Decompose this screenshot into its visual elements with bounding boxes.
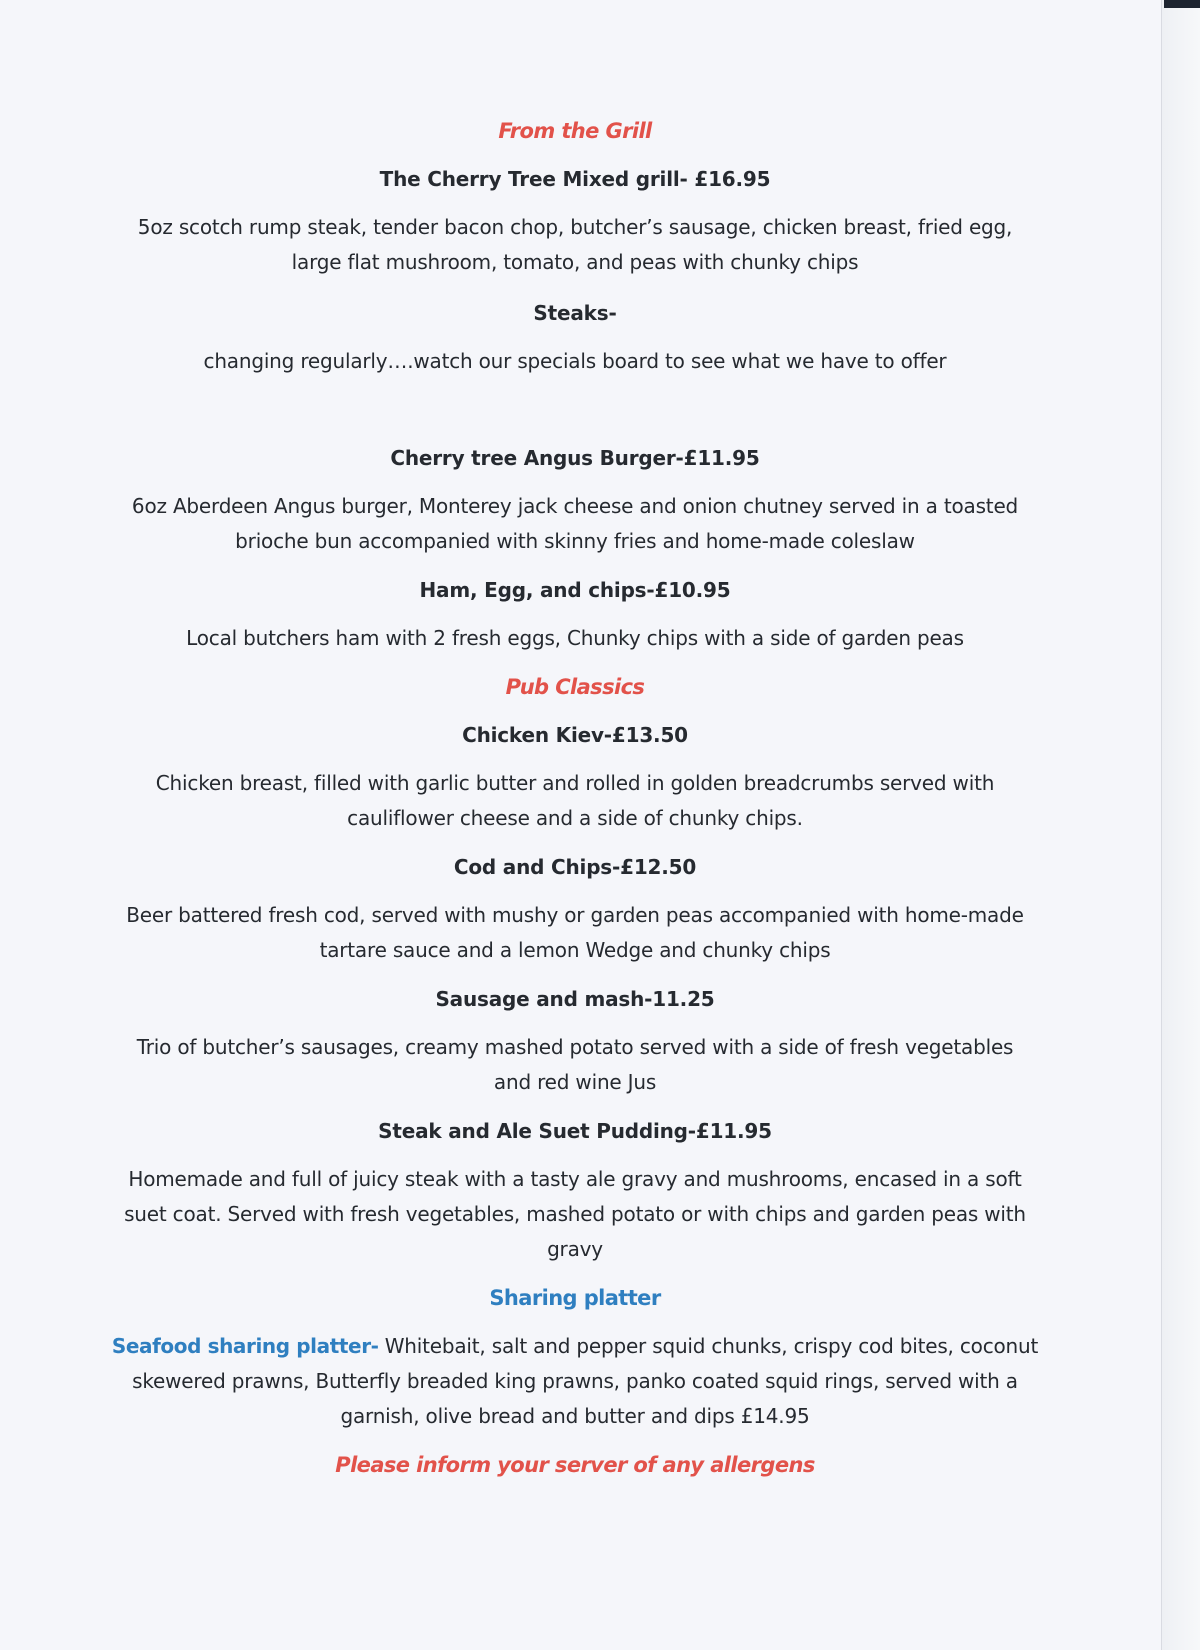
item-desc-sausage-line2: and red wine Jus (493, 1070, 657, 1094)
item-desc-seafood-line2: skewered prawns, Butterfly breaded king prawns, panko coated squid rings, served with a (132, 1369, 1018, 1393)
item-title-sausage: Sausage and mash-11.25 (435, 987, 715, 1011)
item-desc-seafood-line1-text: Whitebait, salt and pepper squid chunks, crispy cod bites, coconut (378, 1334, 1039, 1358)
item-title-burger: Cherry tree Angus Burger-£11.95 (390, 446, 760, 470)
item-desc-pudding-line2: suet coat. Served with fresh vegetables, mashed potato or with chips and garden peas with (124, 1202, 1026, 1226)
item-desc-sausage-line1: Trio of butcher’s sausages, creamy mashed potato served with a side of fresh vegetables (136, 1035, 1014, 1059)
item-desc-kiev-line2: cauliflower cheese and a side of chunky chips. (347, 806, 803, 830)
item-desc-cod-line1: Beer battered fresh cod, served with mushy or garden peas accompanied with home-made (126, 903, 1024, 927)
item-title-mixed-grill: The Cherry Tree Mixed grill- £16.95 (379, 167, 771, 191)
item-desc-seafood-line3: garnish, olive bread and butter and dips £14.95 (340, 1404, 810, 1428)
menu-content (60, 114, 1090, 1482)
item-desc-burger-line1: 6oz Aberdeen Angus burger, Monterey jack cheese and onion chutney served in a toasted (131, 494, 1019, 518)
item-desc-steaks: changing regularly….watch our specials board to see what we have to offer (203, 349, 947, 373)
item-desc-mixed-grill-line2: large flat mushroom, tomato, and peas with chunky chips (291, 250, 859, 274)
item-desc-pudding-line3: gravy (547, 1237, 603, 1261)
item-title-steaks: Steaks- (533, 301, 617, 325)
item-desc-ham-egg: Local butchers ham with 2 fresh eggs, Chunky chips with a side of garden peas (186, 626, 964, 650)
item-desc-mixed-grill-line1: 5oz scotch rump steak, tender bacon chop, butcher’s sausage, chicken breast, fried egg, (137, 215, 1013, 239)
item-title-pudding: Steak and Ale Suet Pudding-£11.95 (378, 1119, 772, 1143)
allergen-note: Please inform your server of any allergens (335, 1453, 815, 1477)
item-desc-seafood-line1 (60, 1329, 1090, 1364)
item-desc-kiev-line1: Chicken breast, filled with garlic butter and rolled in golden breadcrumbs served with (155, 771, 995, 795)
item-desc-cod-line2: tartare sauce and a lemon Wedge and chunky chips (319, 938, 831, 962)
item-title-ham-egg: Ham, Egg, and chips-£10.95 (419, 578, 731, 602)
section-heading-grill: From the Grill (498, 119, 652, 143)
item-label-seafood: Seafood sharing platter- (111, 1334, 379, 1358)
item-desc-burger-line2: brioche bun accompanied with skinny fries and home-made coleslaw (235, 529, 915, 553)
item-title-kiev: Chicken Kiev-£13.50 (462, 723, 688, 747)
scan-edge (1162, 0, 1200, 1650)
section-heading-sharing: Sharing platter (489, 1286, 661, 1310)
item-desc-pudding-line1: Homemade and full of juicy steak with a tasty ale gravy and mushrooms, encased in a soft (128, 1167, 1022, 1191)
scan-corner-mark (1164, 0, 1200, 8)
section-heading-classics: Pub Classics (505, 675, 645, 699)
item-title-cod: Cod and Chips-£12.50 (453, 855, 697, 879)
